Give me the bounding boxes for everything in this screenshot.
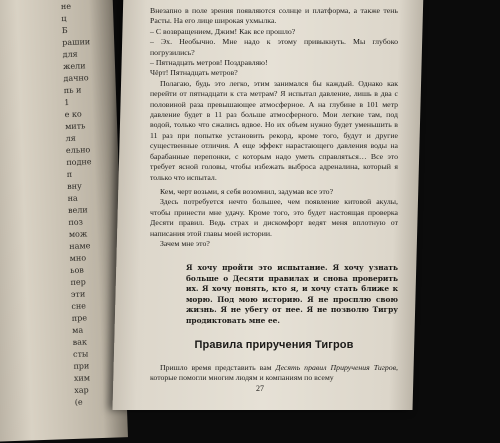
- left-page-fragment: не: [60, 1, 72, 12]
- paragraph-6: Полагаю, будь это легко, этим занимался бы каждый. Однако как перейти от пятнадцати к ста метрам? Я испытал давление, лишь в два с половиной раза превышающее атмосферное. А на глубине в 101 метр давление будет в 11 раз больше атмосферного. Мои легкие там, под водой, только что сжались вдвое. Но их объем нужно будет уменьшить в 11 раз при попытке установить рекорд, кроме того, будут и другие существенные отличия. А еще эффект нарастающего давления воды на барабанные перепонки, с которым надо уметь справляться… Все это требует ясной головы, чтобы избежать выброса адреналина, который я только что испытал.: [150, 78, 398, 182]
- left-page-fragment: рашии: [62, 37, 91, 48]
- left-page-fragment: сты: [72, 349, 89, 359]
- left-page-fragment: хим: [73, 373, 91, 383]
- left-page-fragment: пре: [71, 313, 88, 323]
- left-page: [0, 0, 128, 443]
- left-page-fragment: п: [66, 169, 73, 180]
- left-page-fragment: на: [67, 193, 78, 204]
- left-page-fragment: ма: [72, 325, 84, 335]
- left-page-fragment: при: [73, 361, 90, 371]
- left-page-fragment: для: [62, 49, 78, 60]
- left-page-fragment: ля: [65, 133, 76, 144]
- left-page-fragment: (е: [74, 397, 83, 407]
- left-page-fragment: дачно: [63, 73, 89, 84]
- paragraph-4: – Пятнадцать метров! Поздравляю!: [150, 58, 268, 68]
- paragraph-9: Зачем мне это?: [160, 238, 210, 248]
- closing-paragraph: [150, 363, 398, 384]
- left-page-fragment: Б: [61, 25, 68, 36]
- left-page-fragment: ьов: [69, 265, 84, 275]
- bold-quote: Я хочу пройти это испытание. Я хочу узнать больше о Десяти правилах и снова проверить их. Я хочу понять, кто я, и хочу стать ближе к морю. Под мою историю. Я не просплю свою жизнь. Я не убегу от нее. Я не позволю Тигру продиктовать мне ее.: [186, 263, 398, 325]
- closing-text-end: , которые помогли многим людям и компаниям по всему: [150, 362, 398, 383]
- closing-italic-title: Десять правил Приручения Тигров: [275, 362, 397, 372]
- left-page-fragment: эти: [70, 289, 86, 299]
- closing-text-start: Пришло время представить вам: [160, 362, 276, 372]
- left-page-fragment: мить: [64, 121, 86, 132]
- left-page-fragment: мож: [68, 229, 88, 240]
- left-page-fragment: наме: [69, 241, 91, 251]
- paragraph-3: – Эх. Необычно. Мне надо к этому привыкнуть. Мы глубоко погрузились?: [150, 37, 398, 57]
- left-page-fragment: мно: [69, 253, 87, 263]
- left-page-fragment: сне: [71, 301, 87, 311]
- left-page-fragment: поз: [68, 217, 84, 228]
- left-page-fragment: вак: [72, 337, 88, 347]
- left-page-fragment: подне: [66, 157, 92, 168]
- left-page-fragment: е ко: [64, 109, 82, 120]
- page-content: [150, 6, 398, 384]
- section-heading: Правила приручения Тигров: [194, 339, 354, 352]
- paragraph-7: Кем, черт возьми, я себя возомнил, задумав все это?: [160, 186, 334, 196]
- left-page-fragment: пер: [70, 277, 86, 287]
- left-page-text: [60, 0, 95, 409]
- left-page-fragment: пь и: [63, 85, 82, 96]
- paragraph-2: – С возвращением, Джим! Как все прошло?: [150, 26, 296, 36]
- paragraph-8: Здесь потребуется нечто большее, чем появление китовой акулы, чтобы принести мне удачу. Кроме того, это будет настоящая проверка Десяти правил. Ведь страх и дискомфорт ведят меня вплотную от написания этой главы моей истории.: [150, 197, 398, 238]
- left-page-fragment: жели: [62, 61, 86, 72]
- left-page-fragment: хар: [74, 385, 89, 395]
- paragraph-5: Чёрт! Пятнадцать метров?: [150, 68, 238, 78]
- left-page-fragment: ц: [61, 13, 67, 24]
- left-page-fragment: ельно: [65, 145, 91, 156]
- left-page-fragment: вели: [67, 205, 88, 216]
- paragraph-1: Внезапно в поле зрения появляются солнце и платформа, а также тень Расты. На его лице широкая ухмылка.: [150, 6, 398, 26]
- left-page-fragment: 1: [64, 97, 70, 108]
- page-number: 27: [256, 384, 264, 393]
- left-page-fragment: вну: [67, 181, 82, 192]
